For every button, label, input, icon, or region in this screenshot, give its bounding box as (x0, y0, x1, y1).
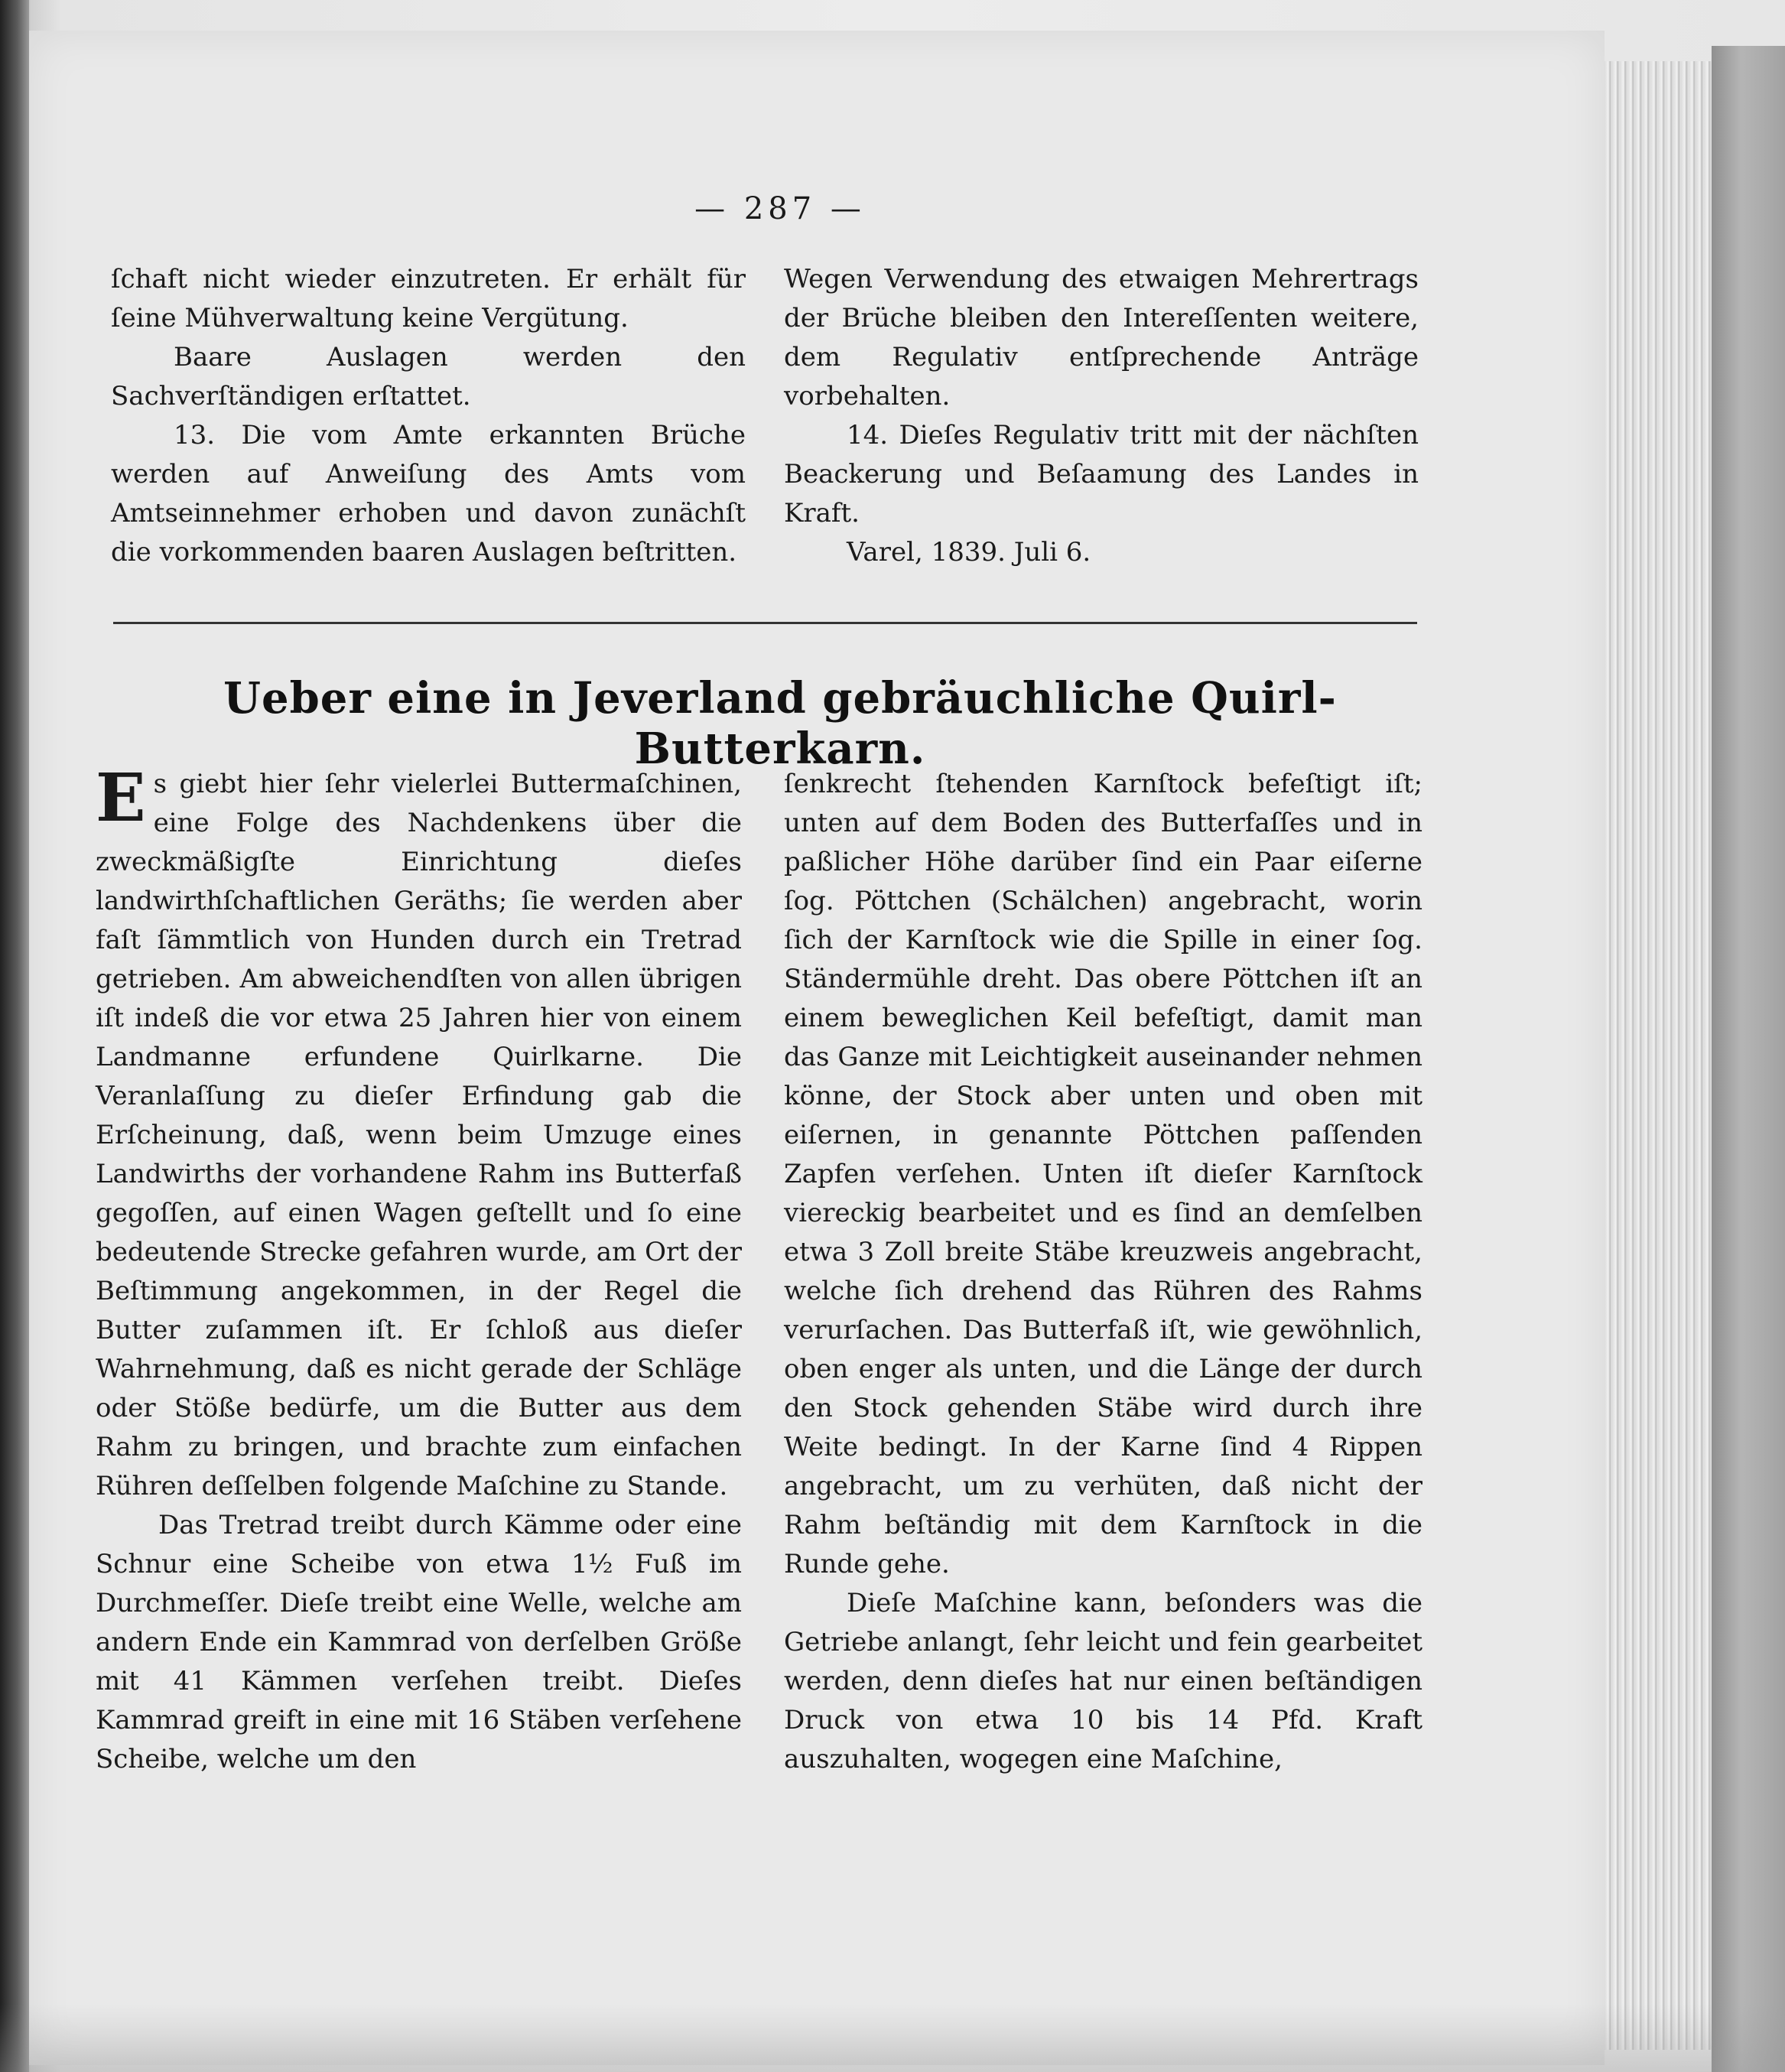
paragraph-section-13: 13. Die vom Amte erkannten Brüche werden auf Anweiſung des Amts vom Amtseinnehmer erhoben und davon zunächſt die vorkommenden baaren Auslagen beſtritten. (111, 420, 746, 568)
book-cover-edge (1712, 46, 1785, 2072)
column-bottom-right (784, 765, 1422, 1779)
column-top-right (784, 260, 1419, 572)
paragraph-section-14: 14. Dieſes Regulativ tritt mit der nächſten Beackerung und Beſaamung des Landes in Kraft. (784, 420, 1419, 529)
article-headline: Ueber eine in Jeverland gebräuchliche Quirl-Butterkarn. (223, 673, 1337, 774)
bottom-shadow (0, 2004, 1785, 2072)
paragraph: ſenkrecht ſtehenden Karnſtock befeſtigt iſt; unten auf dem Boden des Butterfaſſes und in paßlicher Höhe darüber ſind ein Paar eiſerne ſog. Pöttchen (Schälchen) angebracht, worin ſich der Karnſtock wie die Spille in einer ſog. Ständermühle dreht. Das obere Pöttchen iſt an einem beweglichen Keil befeſtigt, damit man das Ganze mit Leichtigkeit auseinander nehmen könne, der Stock aber unten und oben mit eiſernen, in genannte Pöttchen paſſenden Zapfen verſehen. Unten iſt dieſer Karnſtock viereckig bearbeitet und es ſind an demſelben etwa 3 Zoll breite Stäbe kreuzweis angebracht, welche ſich drehend das Rühren des Rahms verurſachen. Das Butterfaß iſt, wie gewöhnlich, oben enger als unten, und die Länge der durch den Stock gehenden Stäbe wird durch ihre Weite bedingt. In der Karne ſind 4 Rippen angebracht, um zu verhüten, daß nicht der Rahm beſtändig mit dem Karnſtock in die Runde gehe. (784, 769, 1422, 1579)
date-line: Varel, 1839. Juli 6. (847, 537, 1091, 568)
column-top-left (111, 260, 746, 572)
column-bottom-left (96, 760, 742, 1779)
paragraph: Das Tretrad treibt durch Kämme oder eine Schnur eine Scheibe von etwa 1½ Fuß im Durchmeſſer. Dieſe treibt eine Welle, welche am andern Ende ein Kammrad von derſelben Größe mit 41 Kämmen verſehen treibt. Dieſes Kammrad greift in eine mit 16 Stäben verſehene Scheibe, welche um den (96, 1510, 742, 1774)
paragraph: Wegen Verwendung des etwaigen Mehrertrags der Brüche bleiben den Intereſſenten weitere, dem Regulativ entſprechende Anträge vorbehalten. (784, 264, 1419, 411)
paragraph: Baare Auslagen werden den Sachverſtändigen erſtattet. (111, 342, 746, 411)
page-number: — 287 — (694, 191, 866, 226)
section-divider (113, 622, 1417, 624)
binding-shadow (0, 0, 29, 2072)
paragraph-intro (96, 760, 742, 1506)
paragraph: Dieſe Maſchine kann, beſonders was die Getriebe anlangt, ſehr leicht und fein gearbeitet werden, denn dieſes hat nur einen beſtändigen Druck von etwa 10 bis 14 Pfd. Kraft auszuhalten, wogegen eine Maſchine, (784, 1588, 1422, 1774)
page-edges (1605, 61, 1714, 2050)
paragraph: ſchaft nicht wieder einzutreten. Er erhält für ſeine Mühverwaltung keine Vergütung. (111, 264, 746, 333)
paragraph-text: s giebt hier ſehr vielerlei Buttermaſchinen, eine Folge des Nachdenkens über die zweckmäßigſte Einrichtung dieſes landwirthſchaftlichen Geräths; ſie werden aber faſt ſämmtlich von Hunden durch ein Tretrad getrieben. Am abweichendſten von allen übrigen iſt indeß die vor etwa 25 Jahren hier von einem Landmanne erfundene Quirlkarne. Die Veranlaſſung zu dieſer Erfindung gab die Erſcheinung, daß, wenn beim Umzuge eines Landwirths der vorhandene Rahm ins Butterfaß gegoſſen, auf einen Wagen geſtellt und ſo eine bedeutende Strecke gefahren wurde, am Ort der Beſtimmung angekommen, in der Regel die Butter zuſammen iſt. Er ſchloß aus dieſer Wahrnehmung, daß es nicht gerade der Schläge oder Stöße bedürfe, um die Butter aus dem Rahm zu bringen, und brachte zum einfachen Rühren deſſelben folgende Maſchine zu Stande. (96, 769, 742, 1501)
drop-cap: E (96, 760, 146, 837)
